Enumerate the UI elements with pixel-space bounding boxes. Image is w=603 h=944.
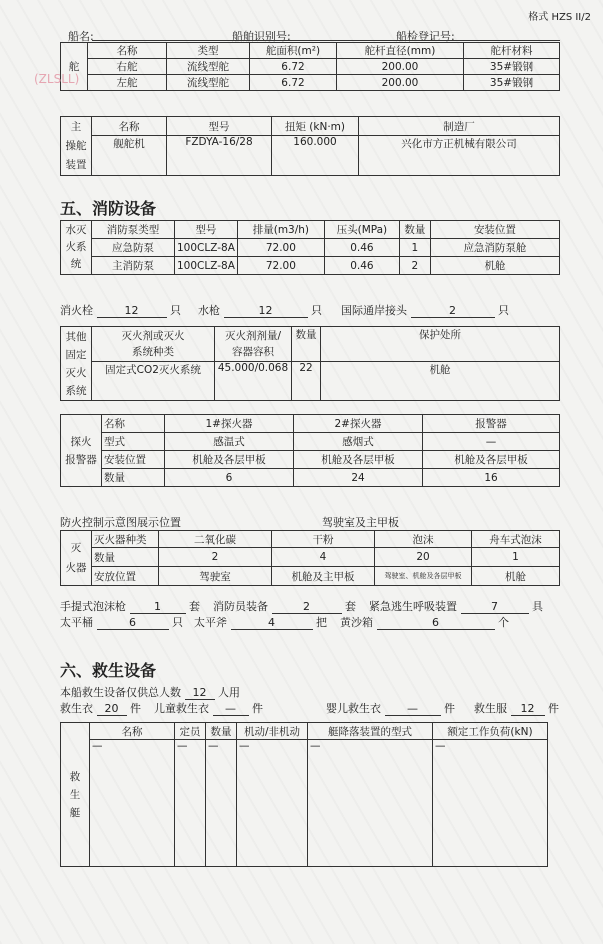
table-header: 排量(m3/h): [237, 221, 324, 239]
table-header: 数量: [206, 723, 237, 740]
rudder-header-area: 舵面积(m²): [250, 43, 337, 59]
rudder-header-type: 类型: [167, 43, 250, 59]
table-cell: 45.000/0.068: [215, 362, 292, 401]
table-header: 二氧化碳: [159, 531, 272, 548]
table-header: 名称: [102, 415, 165, 433]
table-header: 压头(MPa): [324, 221, 399, 239]
table-cell: 6.72: [250, 75, 337, 91]
table-cell: 型式: [102, 433, 165, 451]
table-header: 数量: [292, 327, 321, 362]
intl-unit: 只: [498, 304, 509, 317]
table-header: 灭火器种类: [92, 531, 159, 548]
table-cell: 左舵: [88, 75, 167, 91]
steering-header-name: 名称: [92, 117, 167, 136]
table-header: 艇降落装置的型式: [308, 723, 433, 740]
rudder-header-name: 名称: [88, 43, 167, 59]
table-cell: 安放位置: [92, 567, 159, 586]
table-cell: 200.00: [337, 59, 464, 75]
table-header: 灭火剂或灭火 系统种类: [92, 327, 215, 362]
table-cell: 72.00: [237, 239, 324, 257]
table-header: 泡沫: [375, 531, 472, 548]
table-cell: 35#锻钢: [464, 59, 560, 75]
table-cell: 右舵: [88, 59, 167, 75]
ship-name-label: 船名:: [68, 30, 94, 43]
table-cell: 35#锻钢: [464, 75, 560, 91]
table-cell: 驾驶室、机舱及各层甲板: [375, 567, 472, 586]
lifeboat-label: 救 生 艇: [61, 723, 90, 867]
table-cell: 6: [165, 469, 294, 487]
water-fire-table: [60, 220, 560, 275]
table-cell: 160.000: [272, 136, 359, 176]
header-underline: [92, 40, 560, 41]
water-fire-label: 水灭 火系 统: [61, 221, 92, 275]
table-cell: 主消防泵: [92, 257, 175, 275]
equipment-line-2: 太平桶 6 只 太平斧 4 把 黄沙箱 6 个: [60, 616, 509, 629]
inspection-reg-label: 船检登记号:: [396, 30, 455, 43]
table-cell: 200.00: [337, 75, 464, 91]
table-cell: FZDYA-16/28: [167, 136, 272, 176]
table-cell: 机舱: [472, 567, 560, 586]
table-cell: 机舱及各层甲板: [423, 451, 560, 469]
red-stamp: (ZLSLL): [34, 72, 80, 86]
section-5-title: 五、消防设备: [60, 199, 157, 218]
table-cell: 100CLZ-8A: [175, 257, 238, 275]
table-cell: 24: [294, 469, 423, 487]
table-cell: 1: [399, 239, 430, 257]
hydrant-value: 12: [97, 304, 167, 318]
table-cell: 20: [375, 548, 472, 567]
detector-table: [60, 414, 560, 487]
other-fixed-table: [60, 326, 560, 401]
table-cell: 机舱及各层甲板: [165, 451, 294, 469]
table-cell: 驾驶室: [159, 567, 272, 586]
table-cell: —: [308, 740, 433, 867]
table-cell: 流线型舵: [167, 59, 250, 75]
fire-plan-label: 防火控制示意图展示位置: [60, 516, 181, 529]
table-header: 干粉: [272, 531, 375, 548]
table-cell: —: [237, 740, 308, 867]
table-cell: 22: [292, 362, 321, 401]
ship-id-label: 船舶识别号:: [232, 30, 291, 43]
extinguisher-label: 灭 火器: [61, 531, 92, 586]
table-cell: 72.00: [237, 257, 324, 275]
fire-plan-value: 驾驶室及主甲板: [185, 514, 537, 531]
rudder-header-diameter: 舵杆直径(mm): [337, 43, 464, 59]
table-cell: 2: [399, 257, 430, 275]
table-header: 灭火剂剂量/ 容器容积: [215, 327, 292, 362]
table-cell: 2: [159, 548, 272, 567]
table-cell: 100CLZ-8A: [175, 239, 238, 257]
table-header: 2#探火器: [294, 415, 423, 433]
intl-value: 2: [411, 304, 495, 318]
section-6-title: 六、救生设备: [60, 661, 157, 680]
table-cell: —: [206, 740, 237, 867]
table-header: 定员: [175, 723, 206, 740]
steering-header-maker: 制造厂: [359, 117, 560, 136]
table-cell: 1: [472, 548, 560, 567]
table-cell: 机舱及主甲板: [272, 567, 375, 586]
nozzle-label: 水枪: [198, 304, 220, 317]
table-cell: —: [423, 433, 560, 451]
rudder-header-material: 舵杆材料: [464, 43, 560, 59]
table-cell: 6.72: [250, 59, 337, 75]
table-header: 舟车式泡沫: [472, 531, 560, 548]
table-cell: 4: [272, 548, 375, 567]
hydrant-line: [60, 302, 509, 318]
table-header: 数量: [399, 221, 430, 239]
table-cell: 流线型舵: [167, 75, 250, 91]
nozzle-unit: 只: [311, 304, 322, 317]
table-cell: 机舱: [430, 257, 559, 275]
table-cell: 数量: [102, 469, 165, 487]
fire-plan-line: [60, 514, 537, 531]
table-cell: 应急防泵: [92, 239, 175, 257]
capacity-line: 本船救生设备仅供总人数 12 人用: [60, 686, 240, 699]
table-header: 机动/非机动: [237, 723, 308, 740]
hydrant-unit: 只: [170, 304, 181, 317]
intl-label: 国际通岸接头: [341, 304, 407, 317]
table-cell: 16: [423, 469, 560, 487]
table-cell: 感烟式: [294, 433, 423, 451]
table-cell: —: [90, 740, 175, 867]
table-cell: 0.46: [324, 257, 399, 275]
other-fixed-label: 其他 固定 灭火 系统: [61, 327, 92, 401]
equipment-line-1: 手提式泡沫枪 1 套 消防员装备 2 套 紧急逃生呼吸装置 7 具: [60, 600, 543, 613]
table-cell: 应急消防泵舱: [430, 239, 559, 257]
format-code: 格式 HZS II/2: [528, 12, 591, 23]
table-cell: 兴化市方正机械有限公司: [359, 136, 560, 176]
lifejacket-line: 救生衣 20 件 儿童救生衣 — 件 婴儿救生衣 — 件 救生服 12 件: [60, 702, 559, 715]
table-header: 1#探火器: [165, 415, 294, 433]
table-cell: 0.46: [324, 239, 399, 257]
steering-label: 主 操舵 装置: [61, 117, 92, 176]
lifeboat-table: [60, 722, 548, 867]
table-header: 报警器: [423, 415, 560, 433]
steering-header-torque: 扭矩 (kN·m): [272, 117, 359, 136]
table-cell: 机舱: [321, 362, 560, 401]
steering-header-model: 型号: [167, 117, 272, 136]
hydrant-label: 消火栓: [60, 304, 93, 317]
table-cell: 安装位置: [102, 451, 165, 469]
rudder-table: [60, 42, 560, 91]
table-cell: 机舱及各层甲板: [294, 451, 423, 469]
table-header: 型号: [175, 221, 238, 239]
table-cell: —: [175, 740, 206, 867]
table-header: 保护处所: [321, 327, 560, 362]
table-header: 消防泵类型: [92, 221, 175, 239]
table-cell: 固定式CO2灭火系统: [92, 362, 215, 401]
table-header: 额定工作负荷(kN): [433, 723, 548, 740]
steering-table: [60, 116, 560, 176]
table-cell: 舰舵机: [92, 136, 167, 176]
rudder-row-label: 舵: [61, 43, 88, 91]
extinguisher-table: [60, 530, 560, 586]
table-cell: —: [433, 740, 548, 867]
detector-label: 探火 报警器: [61, 415, 102, 487]
table-header: 名称: [90, 723, 175, 740]
table-cell: 感温式: [165, 433, 294, 451]
table-header: 安装位置: [430, 221, 559, 239]
nozzle-value: 12: [224, 304, 308, 318]
table-cell: 数量: [92, 548, 159, 567]
